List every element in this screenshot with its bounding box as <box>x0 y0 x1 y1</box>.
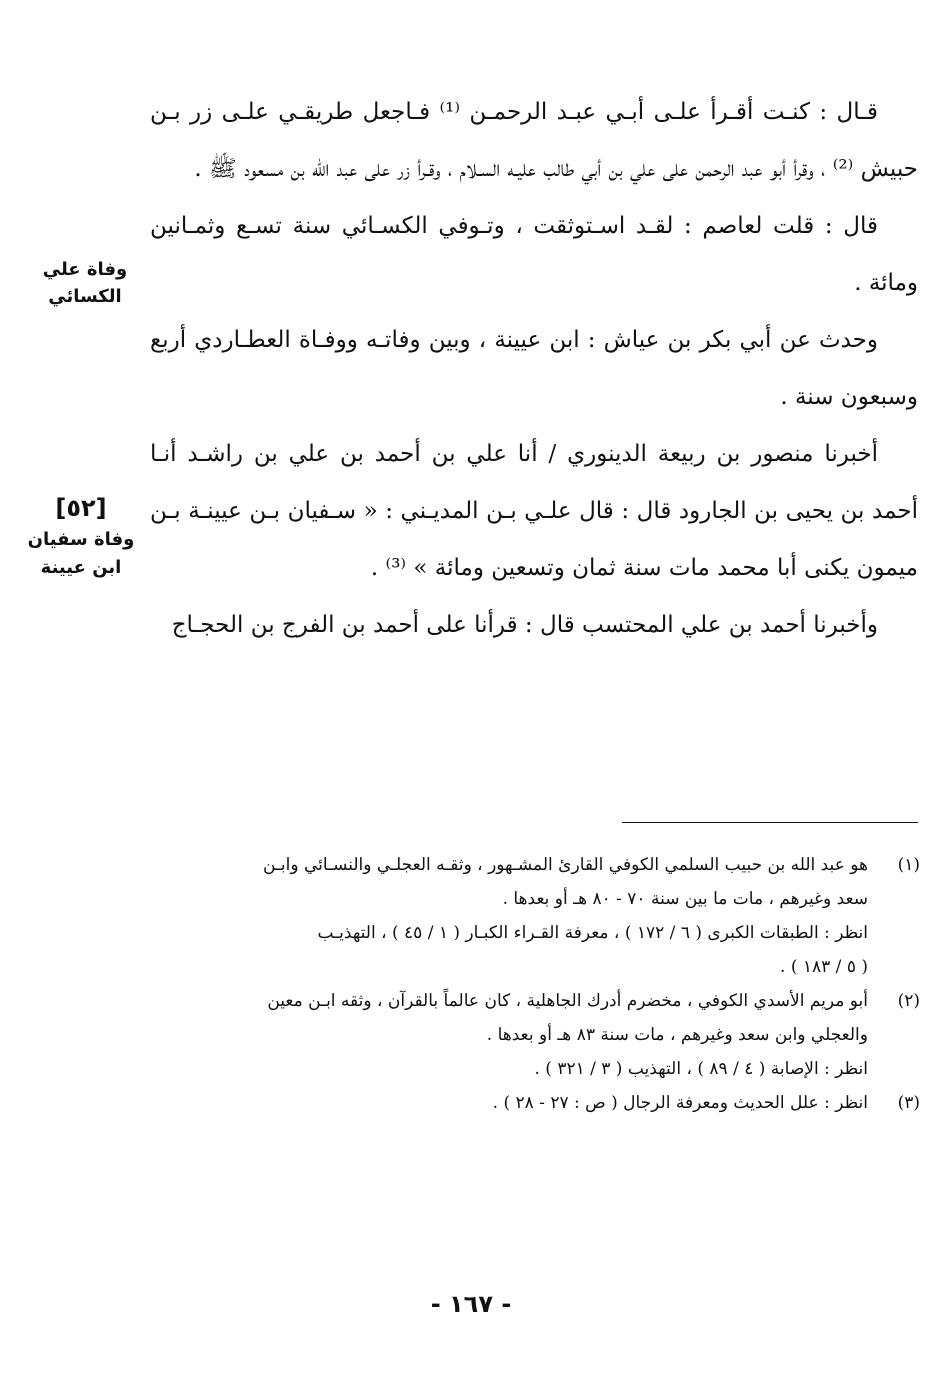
margin-note-kisai-death <box>30 256 140 310</box>
footnotes-section <box>150 848 920 1120</box>
page-number: - ١٦٧ - <box>430 1290 512 1318</box>
paragraph-4: أخبرنا منصور بن ربيعة الدينوري / أنا علي بن أحمد بن علي بن راشـد أنـا أحمد بن يحيى بن الجارود قال : قال علـي بـن المديـني : « سـفيان بـن عيينـة بـن ميمون يكنى أبا محمد مات سنة ثمان وتسعين ومائة » ⁽³⁾ . <box>150 441 918 581</box>
entry-number: [٥٢] <box>55 494 107 522</box>
footnote-1 <box>150 848 920 984</box>
footnote-number: (١) <box>897 855 920 875</box>
margin-note-line: الكسائي <box>48 286 122 307</box>
footnote-separator <box>622 822 918 823</box>
footnote-line: سعد وغيرهم ، مات ما بين سنة ٧٠ - ٨٠ هـ أو بعدها . <box>502 889 868 909</box>
footnote-line: انظر : الإصابة ( ٤ / ٨٩ ) ، التهذيب ( ٣ / ٣٢١ ) . <box>534 1059 868 1079</box>
footnote-3 <box>150 1086 920 1120</box>
paragraph-3: وحدث عن أبي بكر بن عياش : ابن عيينة ، وبين وفاتـه ووفـاة العطـاردي أربع وسبعون سنة . <box>150 327 918 410</box>
paragraph-5: وأخبرنا أحمد بن علي المحتسب قال : قرأنا على أحمد بن الفرج بن الحجـاج <box>171 612 878 638</box>
footnote-line: والعجلي وابن سعد وغيرهم ، مات سنة ٨٣ هـ أو بعدها . <box>486 1025 868 1045</box>
margin-note-line: وفاة سفيان <box>27 529 135 550</box>
paragraph-2: قال : قلت لعاصم : لقـد اسـتوثقت ، وتـوفي الكسـائي سنة تسـع وثمـانين ومائة . <box>150 213 918 296</box>
footnote-2 <box>150 984 920 1086</box>
margin-note-line: ابن عيينة <box>40 557 122 578</box>
footnote-line: انظر : الطبقات الكبرى ( ٦ / ١٧٢ ) ، معرفة القـراء الكبـار ( ١ / ٤٥ ) ، التهذيـب <box>317 923 868 943</box>
paragraph-1: قـال : كنـت أقـرأ علـى أبـي عبـد الرحمـن ⁽¹⁾ فـاجعل طريقـي علـى زر بـن حبيش ⁽²⁾ ، وقرأ أبو عبد الرحمن على علي بن أبي طالب عليـه السـلام ، وقـرأ زر على عبد الله بن مسعود ﷺ . <box>150 99 918 182</box>
footnote-line: ( ٥ / ١٨٣ ) . <box>780 957 868 977</box>
footnote-line: انظر : علل الحديث ومعرفة الرجال ( ص : ٢٧ - ٢٨ ) . <box>492 1093 868 1113</box>
footnote-line: هو عبد الله بن حبيب السلمي الكوفي القارئ المشـهور ، وثقـه العجلـي والنسـائي وابـن <box>263 855 868 875</box>
main-text-body <box>150 84 918 654</box>
footnote-line: أبو مريم الأسدي الكوفي ، مخضرم أدرك الجاهلية ، كان عالماً بالقرآن ، وثقه ابـن معين <box>267 991 868 1011</box>
footnote-number: (٣) <box>897 1093 920 1113</box>
footnote-number: (٢) <box>897 991 920 1011</box>
margin-note-line: وفاة علي <box>42 259 128 280</box>
margin-note-sufyan-death <box>22 490 140 582</box>
